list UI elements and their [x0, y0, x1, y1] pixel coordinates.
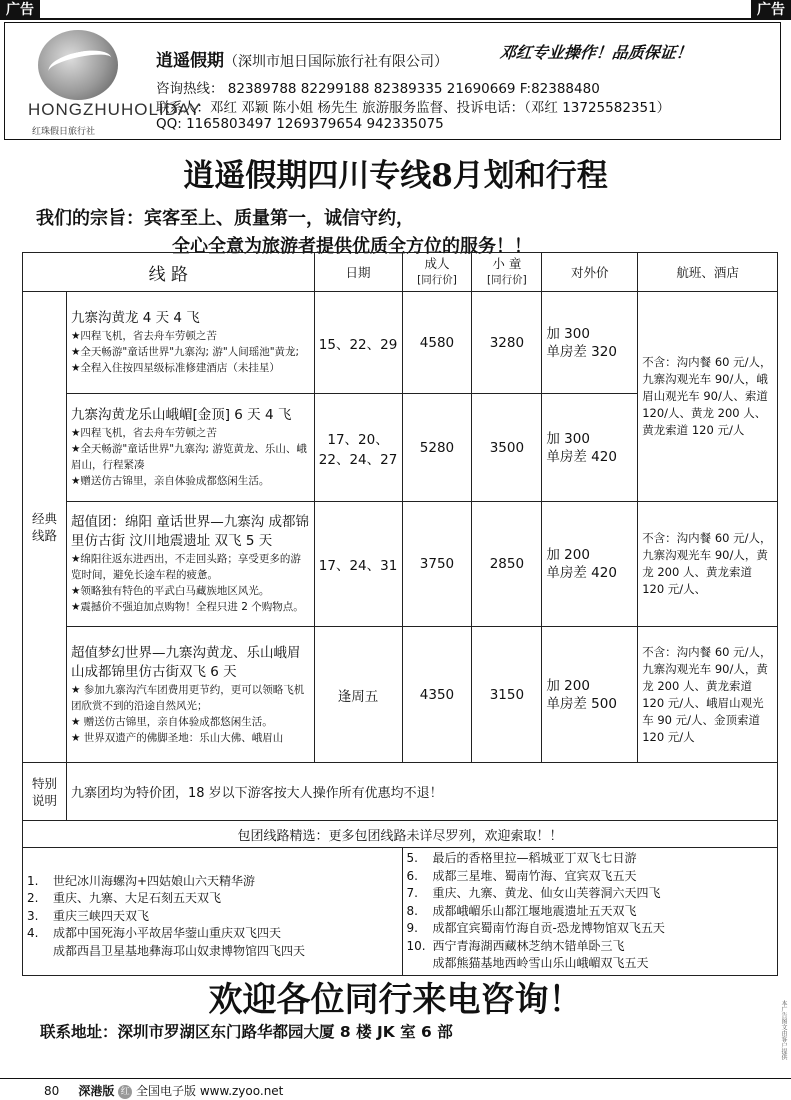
table-row: [23, 502, 778, 627]
list-text: 成都中国死海小平故居华蓥山重庆双飞四天: [53, 926, 282, 940]
list-number: 9.: [406, 921, 418, 935]
list-item: [407, 868, 774, 886]
package-list-row: [23, 848, 778, 976]
company-name: [156, 46, 448, 71]
route-title: 九寨沟黄龙 4 天 4 飞: [70, 310, 200, 326]
contacts: 联系人：邓红 邓颖 陈小姐 杨先生 旅游服务监督、投诉电话：（邓红 13725582351）: [156, 100, 671, 116]
list-item: [407, 920, 774, 938]
motto-line-2: 全心全意为旅游者提供优质全方位的服务！！: [172, 236, 532, 257]
special-note-row: [23, 763, 778, 821]
header-child: [472, 253, 542, 292]
footer: [44, 1082, 283, 1099]
route-note: ★震撼价不强迫加点购物！全程只进 2 个购物点。: [70, 601, 304, 613]
list-text: 最后的香格里拉—稻城亚丁双飞七日游: [432, 851, 637, 865]
page-number: 80: [44, 1084, 60, 1098]
list-number: 5.: [406, 851, 418, 865]
route-note: ★全天畅游"童话世界"九寨沟; 游览黄龙、乐山、峨眉山，行程紧凑: [70, 443, 307, 471]
list-number: 4.: [27, 926, 39, 940]
list-number: 1.: [27, 873, 39, 888]
route-note: ★四程飞机，省去舟车劳顿之苦: [70, 427, 217, 439]
route-title: 超值团：绵阳 童话世界—九寨沟 成都锦里仿古街 汶川地震遗址 双飞 5 天: [70, 514, 310, 549]
motto-line-1: 我们的宗旨：宾客至上、质量第一，诚信守约，: [36, 208, 414, 229]
footer-divider: [0, 1078, 791, 1079]
header-adult-label: 成人: [424, 256, 450, 271]
list-item: [27, 890, 398, 908]
list-number: 6.: [406, 868, 418, 883]
adult-price: 4350: [402, 627, 472, 763]
website-text: 全国电子版 www.zyoo.net: [136, 1084, 284, 1098]
external-extra: 加 300: [546, 430, 590, 447]
single-room-diff: 单房差 420: [546, 448, 617, 465]
ad-tag-right: 广告: [751, 0, 791, 20]
route-note: ★赠送仿古锦里，亲自体验成都悠闲生活。: [70, 475, 270, 487]
single-room-diff: 单房差 500: [546, 695, 617, 712]
company-fullname: （深圳市旭日国际旅行社有限公司）: [224, 54, 448, 70]
route-title: 超值梦幻世界—九寨沟黄龙、乐山峨眉山成都锦里仿古街双飞 6 天: [70, 644, 301, 680]
external-price-cell: [542, 292, 638, 394]
list-item: [27, 908, 398, 926]
dates-cell: 逢周五: [314, 627, 402, 763]
list-number: 3.: [27, 908, 39, 923]
hotel-note-cell: 不含：沟内餐 60 元/人，九寨沟观光车 90/人，黄龙 200 人、黄龙索道 120 元/人、峨眉山观光车 90 元/人、金顶索道 120 元/人: [638, 627, 778, 763]
page-title: 逍遥假期四川专线8月划和行程: [183, 158, 608, 194]
route-cell: [66, 627, 314, 763]
route-note: ★ 赠送仿古锦里，亲自体验成都悠闲生活。: [70, 715, 273, 728]
list-text: 重庆、九寨、黄龙、仙女山芙蓉洞六天四飞: [432, 886, 661, 900]
list-text: 成都熊猫基地西岭雪山乐山峨嵋双飞五天: [432, 956, 649, 970]
route-note: ★四程飞机，省去舟车劳顿之苦: [70, 330, 217, 342]
list-item: [407, 903, 774, 921]
external-price-cell: [542, 627, 638, 763]
single-room-diff: 单房差 420: [546, 565, 617, 581]
list-item: [407, 850, 774, 868]
list-item: [27, 925, 398, 943]
package-list-right: [402, 848, 778, 976]
route-cell: [66, 502, 314, 627]
route-title: 九寨沟黄龙乐山峨嵋[金顶] 6 天 4 飞: [70, 407, 292, 423]
header-dates: 日期: [314, 253, 402, 292]
child-price: 2850: [472, 502, 542, 627]
dates-cell: 15、22、29: [314, 292, 402, 394]
list-item: [407, 938, 774, 956]
welcome-banner: 欢迎各位同行来电咨询！: [208, 980, 583, 1020]
list-text: 成都西昌卫星基地彝海邛山奴隶博物馆四飞四天: [53, 943, 306, 958]
header-adult: [402, 253, 472, 292]
ad-tag-left: 广告: [0, 0, 40, 20]
contact-address: 联系地址：深圳市罗湖区东门路华都园大厦 8 楼 JK 室 6 部: [40, 1023, 453, 1041]
list-text: 成都宜宾蜀南竹海自贡-恐龙博物馆双飞五天: [432, 921, 665, 935]
header-hotel: 航班、酒店: [638, 253, 778, 292]
adult-price: 5280: [402, 394, 472, 502]
route-note: ★ 参加九寨沟汽车团费用更节约，更可以领略飞机团欣赏不到的沿途自然风光；: [70, 683, 305, 712]
external-price-cell: [542, 394, 638, 502]
header-child-sub: [同行价]: [487, 274, 527, 286]
company-brand: 逍遥假期: [156, 51, 224, 71]
list-text: 成都峨嵋乐山都江堰地震遗址五天双飞: [432, 903, 637, 918]
special-label: 特别说明: [23, 763, 67, 821]
logo-cn-text: 红珠假日旅行社: [32, 127, 96, 137]
list-text: 重庆三峡四天双飞: [53, 908, 150, 923]
route-note: ★领略独有特色的平武白马藏族地区风光。: [70, 585, 270, 597]
list-number: 10.: [406, 938, 426, 953]
special-text: 九寨团均为特价团，18 岁以下游客按大人操作所有优惠均不退！: [66, 763, 777, 821]
table-row: [23, 627, 778, 763]
child-price: 3150: [472, 627, 542, 763]
route-note: ★绵阳往返东进西出，不走回头路；享受更多的游览时间，避免长途车程的疲惫。: [70, 553, 301, 581]
dates-cell: 17、20、22、24、27: [314, 394, 402, 502]
header-child-label: 小 童: [492, 256, 522, 271]
route-note: ★ 世界双遗产的佛脚圣地：乐山大佛、峨眉山: [70, 731, 284, 744]
dates-cell: 17、24、31: [314, 502, 402, 627]
category-cell: 经典线路: [23, 292, 67, 763]
external-extra: 加 200: [546, 547, 590, 563]
list-text: 成都三星堆、蜀南竹海、宜宾双飞五天: [432, 868, 637, 883]
list-item: [27, 873, 398, 891]
qq-numbers: QQ: 1165803497 1269379654 942335075: [156, 116, 444, 132]
adult-price: 4580: [402, 292, 472, 394]
package-heading-row: [23, 821, 778, 848]
external-extra: 加 200: [546, 677, 590, 694]
hotel-note-cell: 不含：沟内餐 60 元/人，九寨沟观光车 90/人，峨眉山观光车 90/人、索道 120/人、黄龙 200 人、黄龙索道 120 元/人: [638, 292, 778, 502]
external-price-cell: [542, 502, 638, 627]
route-table: [22, 252, 778, 976]
list-item: [27, 943, 398, 961]
top-divider: [0, 18, 791, 20]
single-room-diff: 单房差 320: [546, 343, 617, 360]
edition-label: 深港版: [78, 1084, 115, 1098]
route-note: ★全天畅游"童话世界"九寨沟; 游"人间瑶池"黄龙;: [70, 346, 300, 358]
hotel-note-cell: 不含：沟内餐 60 元/人，九寨沟观光车 90/人，黄龙 200 人、黄龙索道 120 元/人、: [638, 502, 778, 627]
child-price: 3280: [472, 292, 542, 394]
child-price: 3500: [472, 394, 542, 502]
side-disclaimer: 本广告图文由客户提供: [780, 1000, 787, 1060]
list-item: [407, 955, 774, 973]
package-heading: 包团线路精选：更多包团线路未详尽罗列，欢迎索取！！: [23, 821, 778, 848]
list-text: 世纪冰川海螺沟+四姑娘山六天精华游: [53, 873, 256, 888]
external-extra: 加 300: [546, 325, 590, 342]
table-row: [23, 292, 778, 394]
list-item: [407, 885, 774, 903]
route-cell: [66, 292, 314, 394]
route-cell: [66, 394, 314, 502]
slogan: 邓红专业操作！品质保证！: [498, 43, 693, 62]
route-note: ★全程入住按四星级标准修建酒店（未挂星）: [70, 362, 280, 374]
table-header-row: [23, 253, 778, 292]
list-text: 重庆、九寨、大足石刻五天双飞: [53, 891, 222, 905]
list-number: 8.: [406, 903, 418, 918]
list-number: 2.: [27, 891, 39, 905]
circle-badge-icon: 红: [118, 1085, 132, 1099]
list-text: 西宁青海湖西藏林芝纳木错单卧三飞: [432, 938, 625, 953]
header-external: 对外价: [542, 253, 638, 292]
list-number: 7.: [406, 886, 418, 900]
adult-price: 3750: [402, 502, 472, 627]
hotline: 咨询热线： 82389788 82299188 82389335 21690669 F:82388480: [156, 81, 600, 97]
package-list-left: [23, 848, 403, 976]
logo-text: HONGZHUHOLIDAY: [28, 100, 202, 119]
header-adult-sub: [同行价]: [417, 274, 457, 286]
header-route: 线 路: [23, 253, 315, 292]
